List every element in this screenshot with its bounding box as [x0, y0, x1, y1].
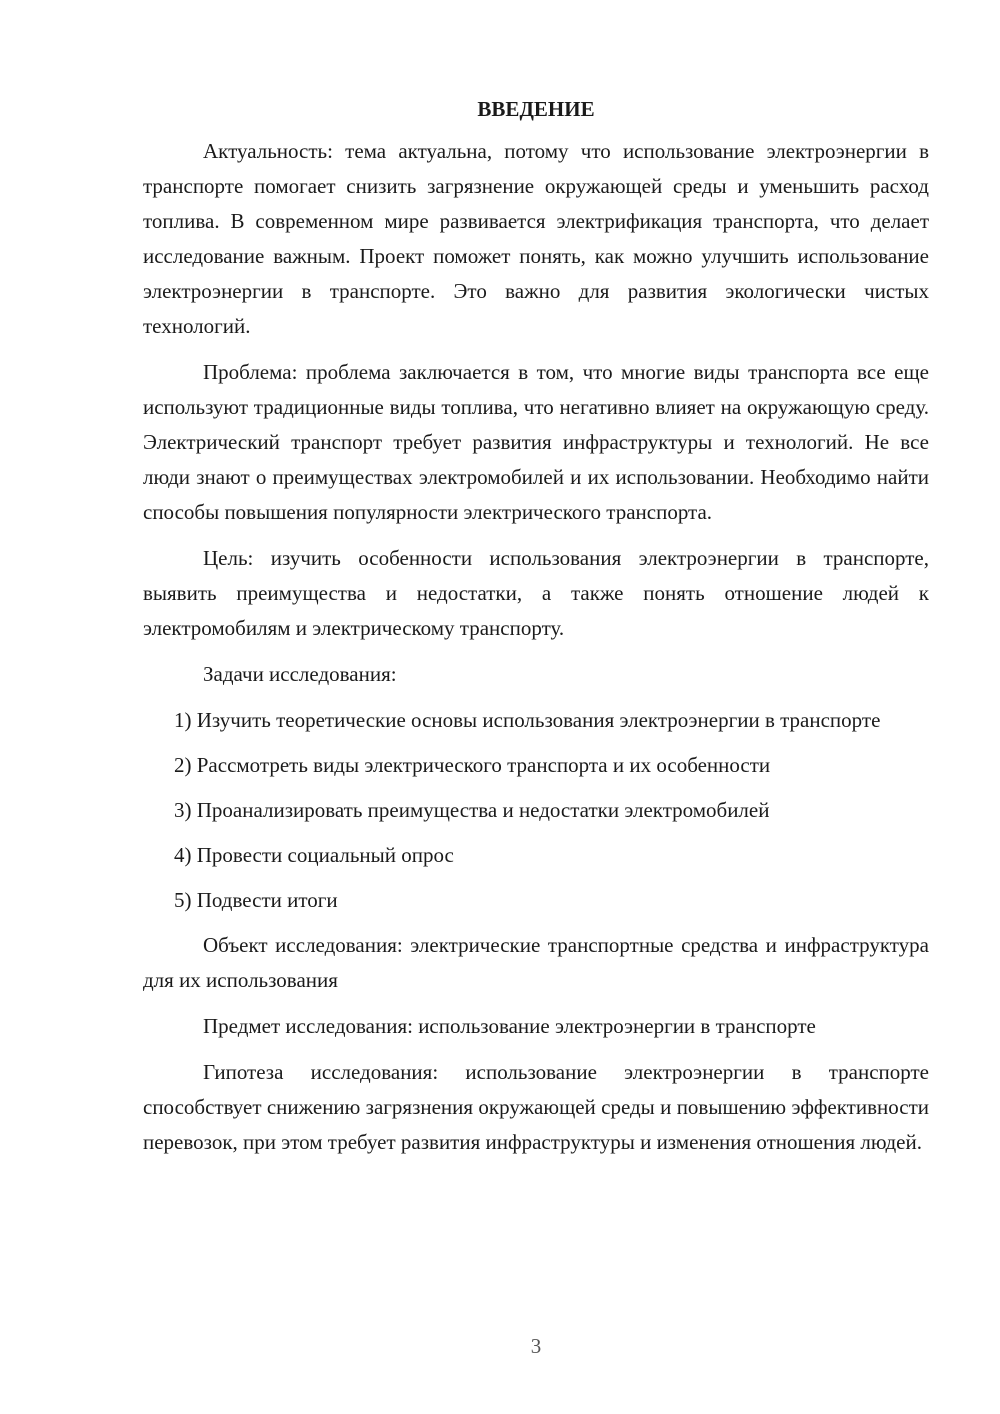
- paragraph-hypothesis: Гипотеза исследования: использование электроэнергии в транспорте способствует снижению загрязнения окружающей среды и повышению эффективности перевозок, при этом требует развития инфраструктуры и изменения отношения людей.: [143, 1060, 929, 1154]
- paragraph-subject: Предмет исследования: использование электроэнергии в транспорте: [203, 1014, 816, 1038]
- document-page: [143, 92, 929, 1171]
- page-number: 3: [530, 1334, 542, 1358]
- task-item: 4) Провести социальный опрос: [174, 843, 454, 867]
- task-item: 1) Изучить теоретические основы использования электроэнергии в транспорте: [174, 708, 881, 732]
- paragraph-problem: Проблема: проблема заключается в том, что многие виды транспорта все еще используют традиционные виды топлива, что негативно влияет на окружающую среду. Электрический транспорт требует развития инфраструктуры и технологий. Не все люди знают о преимуществах электромобилей и их использовании. Необходимо найти способы повышения популярности электрического транспорта.: [143, 360, 929, 524]
- task-item: 5) Подвести итоги: [174, 888, 338, 912]
- paragraph-object: Объект исследования: электрические транспортные средства и инфраструктура для их использования: [143, 933, 929, 992]
- paragraph-goal: Цель: изучить особенности использования электроэнергии в транспорте, выявить преимущества и недостатки, а также понять отношение людей к электромобилям и электрическому транспорту.: [143, 546, 929, 640]
- task-item: 3) Проанализировать преимущества и недостатки электромобилей: [174, 798, 770, 822]
- task-item: 2) Рассмотреть виды электрического транспорта и их особенности: [174, 753, 771, 777]
- paragraph-relevance: Актуальность: тема актуальна, потому что использование электроэнергии в транспорте помогает снизить загрязнение окружающей среды и уменьшить расход топлива. В современном мире развивается электрификация транспорта, что делает исследование важным. Проект поможет понять, как можно улучшить использование электроэнергии в транспорте. Это важно для развития экологически чистых технологий.: [143, 139, 929, 338]
- tasks-heading: Задачи исследования:: [203, 662, 397, 686]
- document-title: ВВЕДЕНИЕ: [477, 97, 595, 121]
- tasks-list: [143, 703, 929, 918]
